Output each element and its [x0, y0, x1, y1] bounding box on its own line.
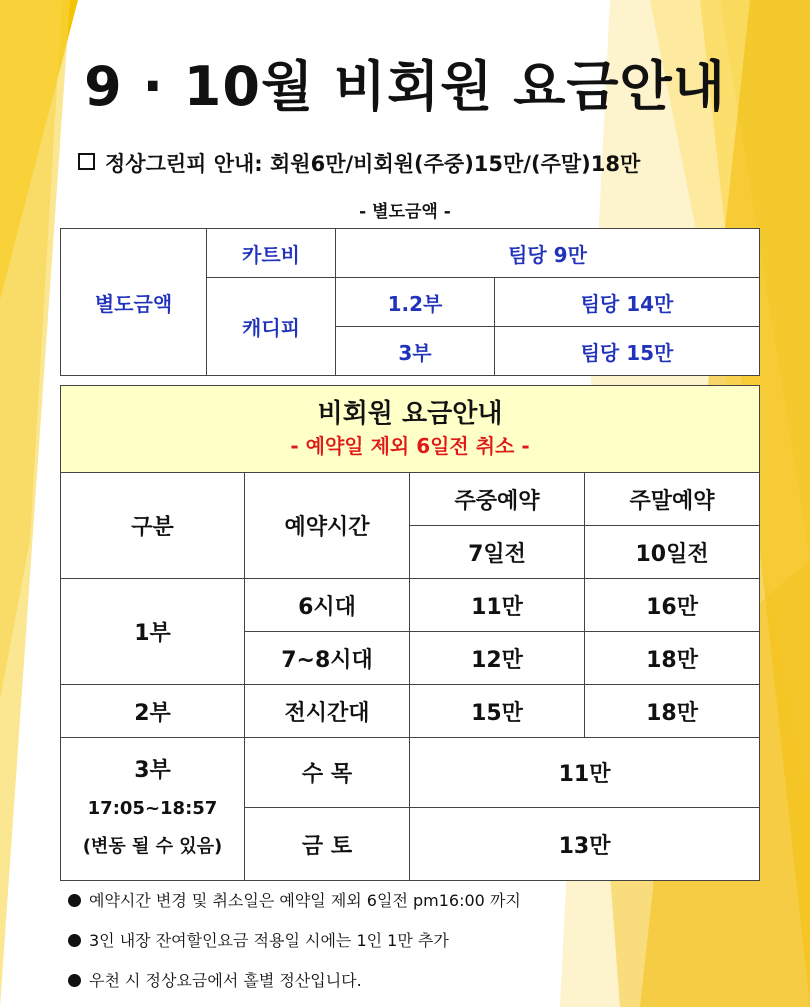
part3-price: 13만	[410, 808, 760, 881]
table-row	[61, 685, 760, 738]
time-column-header: 예약시간	[245, 473, 410, 579]
rate-table-heading: 비회원 요금안내	[317, 399, 503, 429]
part-label: 3부	[134, 758, 171, 783]
tee-time-cell: 전시간대	[245, 685, 410, 738]
part3-time-range: 17:05~18:57	[87, 798, 218, 819]
caddie-fee-label: 캐디피	[207, 278, 336, 376]
caddie-fee-value: 팀당 15만	[495, 327, 760, 376]
note-text: 우천 시 정상요금에서 홀별 정산입니다.	[89, 971, 362, 990]
checkbox-square-icon	[78, 153, 95, 170]
part-label: 2부	[61, 685, 245, 738]
part3-change-note: (변동 될 수 있음)	[82, 836, 223, 857]
part3-cell	[61, 738, 245, 881]
weekday-price: 12만	[410, 632, 585, 685]
day-range-cell: 수 목	[245, 738, 410, 808]
caddie-part-cell: 1.2부	[336, 278, 495, 327]
rate-table-header	[61, 386, 760, 473]
weekend-booking-window: 10일전	[585, 526, 760, 579]
extra-fee-label: 별도금액	[61, 229, 207, 376]
weekday-price: 15만	[410, 685, 585, 738]
weekend-price: 18만	[585, 685, 760, 738]
table-row	[61, 579, 760, 632]
caddie-fee-value: 팀당 14만	[495, 278, 760, 327]
list-item	[68, 924, 521, 964]
list-item	[68, 964, 521, 1004]
page-title: 9 · 10월 비회원 요금안내	[84, 55, 726, 118]
part3-price: 11만	[410, 738, 760, 808]
cancellation-notice: - 예약일 제외 6일전 취소 -	[290, 434, 530, 458]
green-fee-text: 정상그린피 안내: 회원6만/비회원(주중)15만/(주말)18만	[105, 152, 641, 176]
weekend-price: 16만	[585, 579, 760, 632]
bullet-icon	[68, 934, 81, 947]
table-row	[61, 229, 760, 278]
notes-list	[68, 884, 521, 1004]
caddie-part-cell: 3부	[336, 327, 495, 376]
category-column-header: 구분	[61, 473, 245, 579]
separate-fee-caption: - 별도금액 -	[359, 202, 451, 222]
nonmember-rate-table	[60, 385, 760, 881]
green-fee-line	[78, 148, 640, 178]
bullet-icon	[68, 974, 81, 987]
list-item	[68, 884, 521, 924]
table-row	[61, 473, 760, 526]
table-header-row	[61, 386, 760, 473]
part-label: 1부	[61, 579, 245, 685]
bullet-icon	[68, 894, 81, 907]
table-row	[61, 738, 760, 808]
weekday-price: 11만	[410, 579, 585, 632]
note-text: 3인 내장 잔여할인요금 적용일 시에는 1인 1만 추가	[89, 931, 449, 950]
weekday-column-header: 주중예약	[410, 473, 585, 526]
weekday-booking-window: 7일전	[410, 526, 585, 579]
weekend-column-header: 주말예약	[585, 473, 760, 526]
cart-fee-value: 팀당 9만	[336, 229, 760, 278]
tee-time-cell: 7~8시대	[245, 632, 410, 685]
note-text: 예약시간 변경 및 취소일은 예약일 제외 6일전 pm16:00 까지	[89, 891, 521, 910]
extra-fee-table	[60, 228, 760, 376]
tee-time-cell: 6시대	[245, 579, 410, 632]
cart-fee-label: 카트비	[207, 229, 336, 278]
weekend-price: 18만	[585, 632, 760, 685]
day-range-cell: 금 토	[245, 808, 410, 881]
